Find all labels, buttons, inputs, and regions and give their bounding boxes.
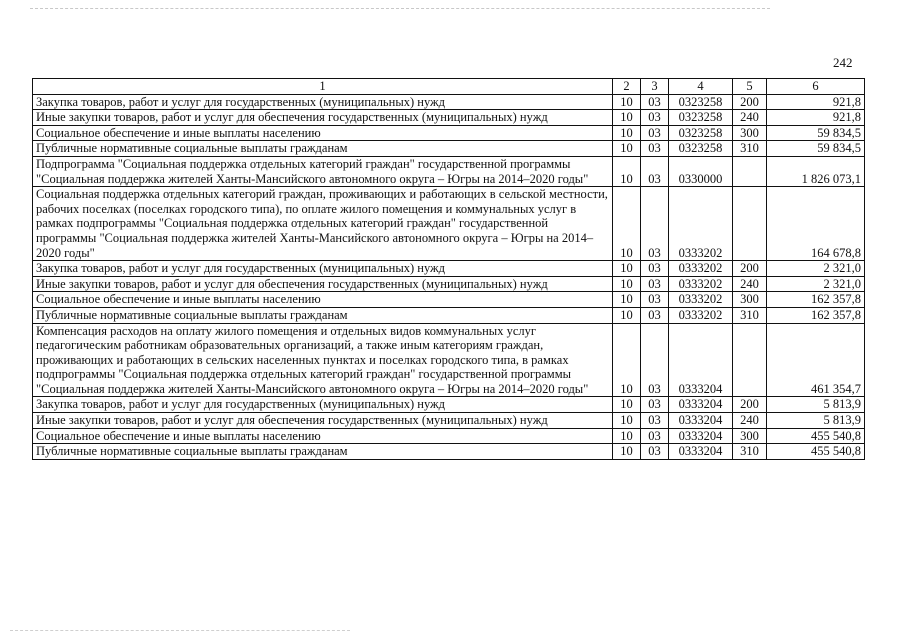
expense-type-cell [733, 156, 767, 186]
subsection-code-cell: 03 [641, 323, 669, 397]
section-code-cell: 10 [613, 94, 641, 110]
expense-type-cell: 310 [733, 307, 767, 323]
target-article-cell: 0330000 [669, 156, 733, 186]
header-cell: 5 [733, 79, 767, 95]
amount-cell: 2 321,0 [767, 276, 865, 292]
section-code-cell: 10 [613, 187, 641, 261]
target-article-cell: 0333202 [669, 261, 733, 277]
table-row [33, 156, 865, 186]
target-article-cell: 0333202 [669, 276, 733, 292]
table-row [33, 323, 865, 397]
amount-cell: 921,8 [767, 94, 865, 110]
subsection-code-cell: 03 [641, 141, 669, 157]
subsection-code-cell: 03 [641, 292, 669, 308]
section-code-cell: 10 [613, 444, 641, 460]
table-row [33, 261, 865, 277]
section-code-cell: 10 [613, 292, 641, 308]
table-row [33, 307, 865, 323]
section-code-cell: 10 [613, 110, 641, 126]
subsection-code-cell: 03 [641, 156, 669, 186]
row-name-cell: Публичные нормативные социальные выплаты гражданам [33, 307, 613, 323]
amount-cell: 162 357,8 [767, 307, 865, 323]
expense-type-cell: 300 [733, 428, 767, 444]
table-row [33, 276, 865, 292]
amount-cell: 5 813,9 [767, 397, 865, 413]
page-number: 242 [833, 55, 853, 70]
amount-cell: 461 354,7 [767, 323, 865, 397]
section-code-cell: 10 [613, 413, 641, 429]
scan-artifact-bottom [10, 630, 350, 633]
expense-type-cell: 200 [733, 94, 767, 110]
expense-type-cell: 300 [733, 292, 767, 308]
subsection-code-cell: 03 [641, 125, 669, 141]
expense-type-cell: 240 [733, 413, 767, 429]
header-cell: 1 [33, 79, 613, 95]
table-row [33, 428, 865, 444]
target-article-cell: 0333204 [669, 397, 733, 413]
section-code-cell: 10 [613, 125, 641, 141]
row-name-cell: Социальная поддержка отдельных категорий граждан, проживающих и работающих в сельской местности, рабочих поселках (поселках городского типа), по оплате жилого помещения и коммунальных услуг в рамках подпрограммы "Социальная поддержка отдельных категорий граждан" государственной программы "Социальная поддержка жителей Ханты-Мансийского автономного округа – Югры на 2014–2020 годы" [33, 187, 613, 261]
amount-cell: 164 678,8 [767, 187, 865, 261]
budget-table [32, 78, 865, 460]
section-code-cell: 10 [613, 141, 641, 157]
amount-cell: 5 813,9 [767, 413, 865, 429]
row-name-cell: Иные закупки товаров, работ и услуг для обеспечения государственных (муниципальных) нужд [33, 413, 613, 429]
target-article-cell: 0333202 [669, 307, 733, 323]
subsection-code-cell: 03 [641, 261, 669, 277]
section-code-cell: 10 [613, 156, 641, 186]
target-article-cell: 0333204 [669, 323, 733, 397]
target-article-cell: 0333204 [669, 444, 733, 460]
table-row [33, 292, 865, 308]
target-article-cell: 0323258 [669, 110, 733, 126]
subsection-code-cell: 03 [641, 397, 669, 413]
section-code-cell: 10 [613, 261, 641, 277]
section-code-cell: 10 [613, 397, 641, 413]
header-cell: 2 [613, 79, 641, 95]
amount-cell: 59 834,5 [767, 141, 865, 157]
expense-type-cell: 310 [733, 141, 767, 157]
row-name-cell: Социальное обеспечение и иные выплаты населению [33, 428, 613, 444]
expense-type-cell [733, 323, 767, 397]
expense-type-cell: 240 [733, 276, 767, 292]
table-row [33, 110, 865, 126]
header-row [33, 79, 865, 95]
subsection-code-cell: 03 [641, 444, 669, 460]
row-name-cell: Публичные нормативные социальные выплаты гражданам [33, 444, 613, 460]
row-name-cell: Компенсация расходов на оплату жилого помещения и отдельных видов коммунальных услуг педагогическим работникам образовательных организаций, а также иным категориям граждан, проживающих и работающих в сельских населенных пунктах и поселках городского типа, в рамках подпрограммы "Социальная поддержка отдельных категорий граждан" государственной программы "Социальная поддержка жителей Ханты-Мансийского автономного округа – Югры на 2014–2020 годы" [33, 323, 613, 397]
expense-type-cell: 310 [733, 444, 767, 460]
subsection-code-cell: 03 [641, 428, 669, 444]
row-name-cell: Социальное обеспечение и иные выплаты населению [33, 125, 613, 141]
amount-cell: 1 826 073,1 [767, 156, 865, 186]
expense-type-cell: 300 [733, 125, 767, 141]
row-name-cell: Иные закупки товаров, работ и услуг для обеспечения государственных (муниципальных) нужд [33, 276, 613, 292]
subsection-code-cell: 03 [641, 110, 669, 126]
section-code-cell: 10 [613, 307, 641, 323]
row-name-cell: Публичные нормативные социальные выплаты гражданам [33, 141, 613, 157]
table-row [33, 397, 865, 413]
target-article-cell: 0333204 [669, 428, 733, 444]
amount-cell: 59 834,5 [767, 125, 865, 141]
table-row [33, 413, 865, 429]
row-name-cell: Закупка товаров, работ и услуг для государственных (муниципальных) нужд [33, 261, 613, 277]
subsection-code-cell: 03 [641, 307, 669, 323]
target-article-cell: 0333202 [669, 187, 733, 261]
amount-cell: 162 357,8 [767, 292, 865, 308]
section-code-cell: 10 [613, 323, 641, 397]
amount-cell: 455 540,8 [767, 428, 865, 444]
subsection-code-cell: 03 [641, 94, 669, 110]
row-name-cell: Закупка товаров, работ и услуг для государственных (муниципальных) нужд [33, 397, 613, 413]
scan-artifact-top [30, 8, 770, 11]
subsection-code-cell: 03 [641, 276, 669, 292]
table-row [33, 125, 865, 141]
row-name-cell: Подпрограмма "Социальная поддержка отдельных категорий граждан" государственной программы "Социальная поддержка жителей Ханты-Мансийского автономного округа – Югры на 2014–2020 годы" [33, 156, 613, 186]
header-cell: 6 [767, 79, 865, 95]
table-row [33, 94, 865, 110]
section-code-cell: 10 [613, 428, 641, 444]
amount-cell: 921,8 [767, 110, 865, 126]
expense-type-cell: 200 [733, 397, 767, 413]
target-article-cell: 0323258 [669, 94, 733, 110]
row-name-cell: Закупка товаров, работ и услуг для государственных (муниципальных) нужд [33, 94, 613, 110]
expense-type-cell: 200 [733, 261, 767, 277]
amount-cell: 2 321,0 [767, 261, 865, 277]
subsection-code-cell: 03 [641, 187, 669, 261]
target-article-cell: 0323258 [669, 125, 733, 141]
row-name-cell: Социальное обеспечение и иные выплаты населению [33, 292, 613, 308]
table-row [33, 444, 865, 460]
expense-type-cell [733, 187, 767, 261]
table-row [33, 187, 865, 261]
amount-cell: 455 540,8 [767, 444, 865, 460]
target-article-cell: 0333202 [669, 292, 733, 308]
row-name-cell: Иные закупки товаров, работ и услуг для обеспечения государственных (муниципальных) нужд [33, 110, 613, 126]
target-article-cell: 0333204 [669, 413, 733, 429]
table-row [33, 141, 865, 157]
subsection-code-cell: 03 [641, 413, 669, 429]
expense-type-cell: 240 [733, 110, 767, 126]
header-cell: 3 [641, 79, 669, 95]
section-code-cell: 10 [613, 276, 641, 292]
target-article-cell: 0323258 [669, 141, 733, 157]
header-cell: 4 [669, 79, 733, 95]
